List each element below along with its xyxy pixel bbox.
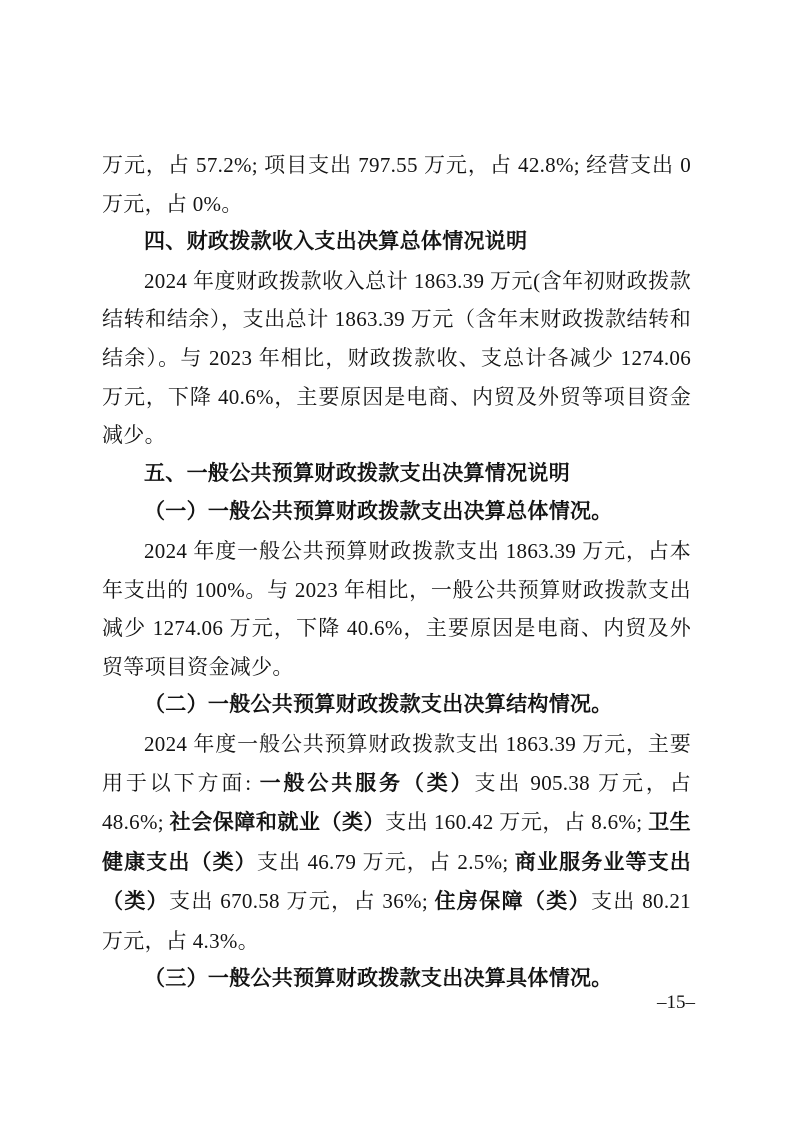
text-run: 支出 670.58 万元，占 36%; [169,889,435,914]
text-run: 2024 年度财政拨款收入总计 1863.39 万元(含年初财政拨款结转和结余），支出总计 1863.39 万元（含年末财政拨款结转和结余）。与 2023 年相比，财政拨款收、支总计各减少 1274.06 万元，下降 40.6%，主要原因是电商、内贸及外贸等项目资金减少。 [102,268,691,448]
page-number: –15– [657,992,695,1013]
section-heading [102,686,691,725]
section-heading [102,960,691,999]
paragraph [102,262,691,455]
bold-text-run: 住房保障（类） [434,890,591,914]
text-run: 支出 160.42 万元，占 8.6%; [385,810,649,835]
bold-text-run: （一）一般公共预算财政拨款支出决算总体情况。 [144,500,613,524]
section-heading [102,493,691,532]
bold-text-run: （二）一般公共预算财政拨款支出决算结构情况。 [144,693,613,717]
bold-text-run: （三）一般公共预算财政拨款支出决算具体情况。 [144,967,613,991]
text-run: 2024 年度一般公共预算财政拨款支出 1863.39 万元，占本年支出的 100%。与 2023 年相比，一般公共预算财政拨款支出减少 1274.06 万元，下降 40.6%，主要原因是电商、内贸及外贸等项目资金减少。 [102,538,691,679]
bold-text-run: 四、财政拨款收入支出决算总体情况说明 [144,230,528,254]
section-heading [102,223,691,262]
paragraph [102,146,691,223]
text-run: 支出 80.21 万元，占 4.3%。 [102,889,691,953]
text-run: 万元，占 57.2%; 项目支出 797.55 万元，占 42.8%; 经营支出 0 万元，占 0%。 [102,153,691,216]
text-run: 支出 46.79 万元，占 2.5%; [256,849,515,874]
section-heading [102,455,691,494]
bold-text-run: 商业服务业等支出（类） [102,850,692,914]
text-run: 2024 年度一般公共预算财政拨款支出 1863.39 万元，主要用于以下方面: [102,731,691,795]
paragraph [102,725,691,961]
bold-text-run: 卫生健康支出（类） [102,811,691,874]
paragraph [102,532,691,686]
text-run: 支出 905.38 万元，占 48.6%; [102,770,692,835]
bold-text-run: 一般公共服务（类） [259,771,475,795]
bold-text-run: 社会保障和就业（类） [169,811,386,835]
bold-text-run: 五、一般公共预算财政拨款支出决算情况说明 [144,461,570,485]
document-content [102,146,691,999]
